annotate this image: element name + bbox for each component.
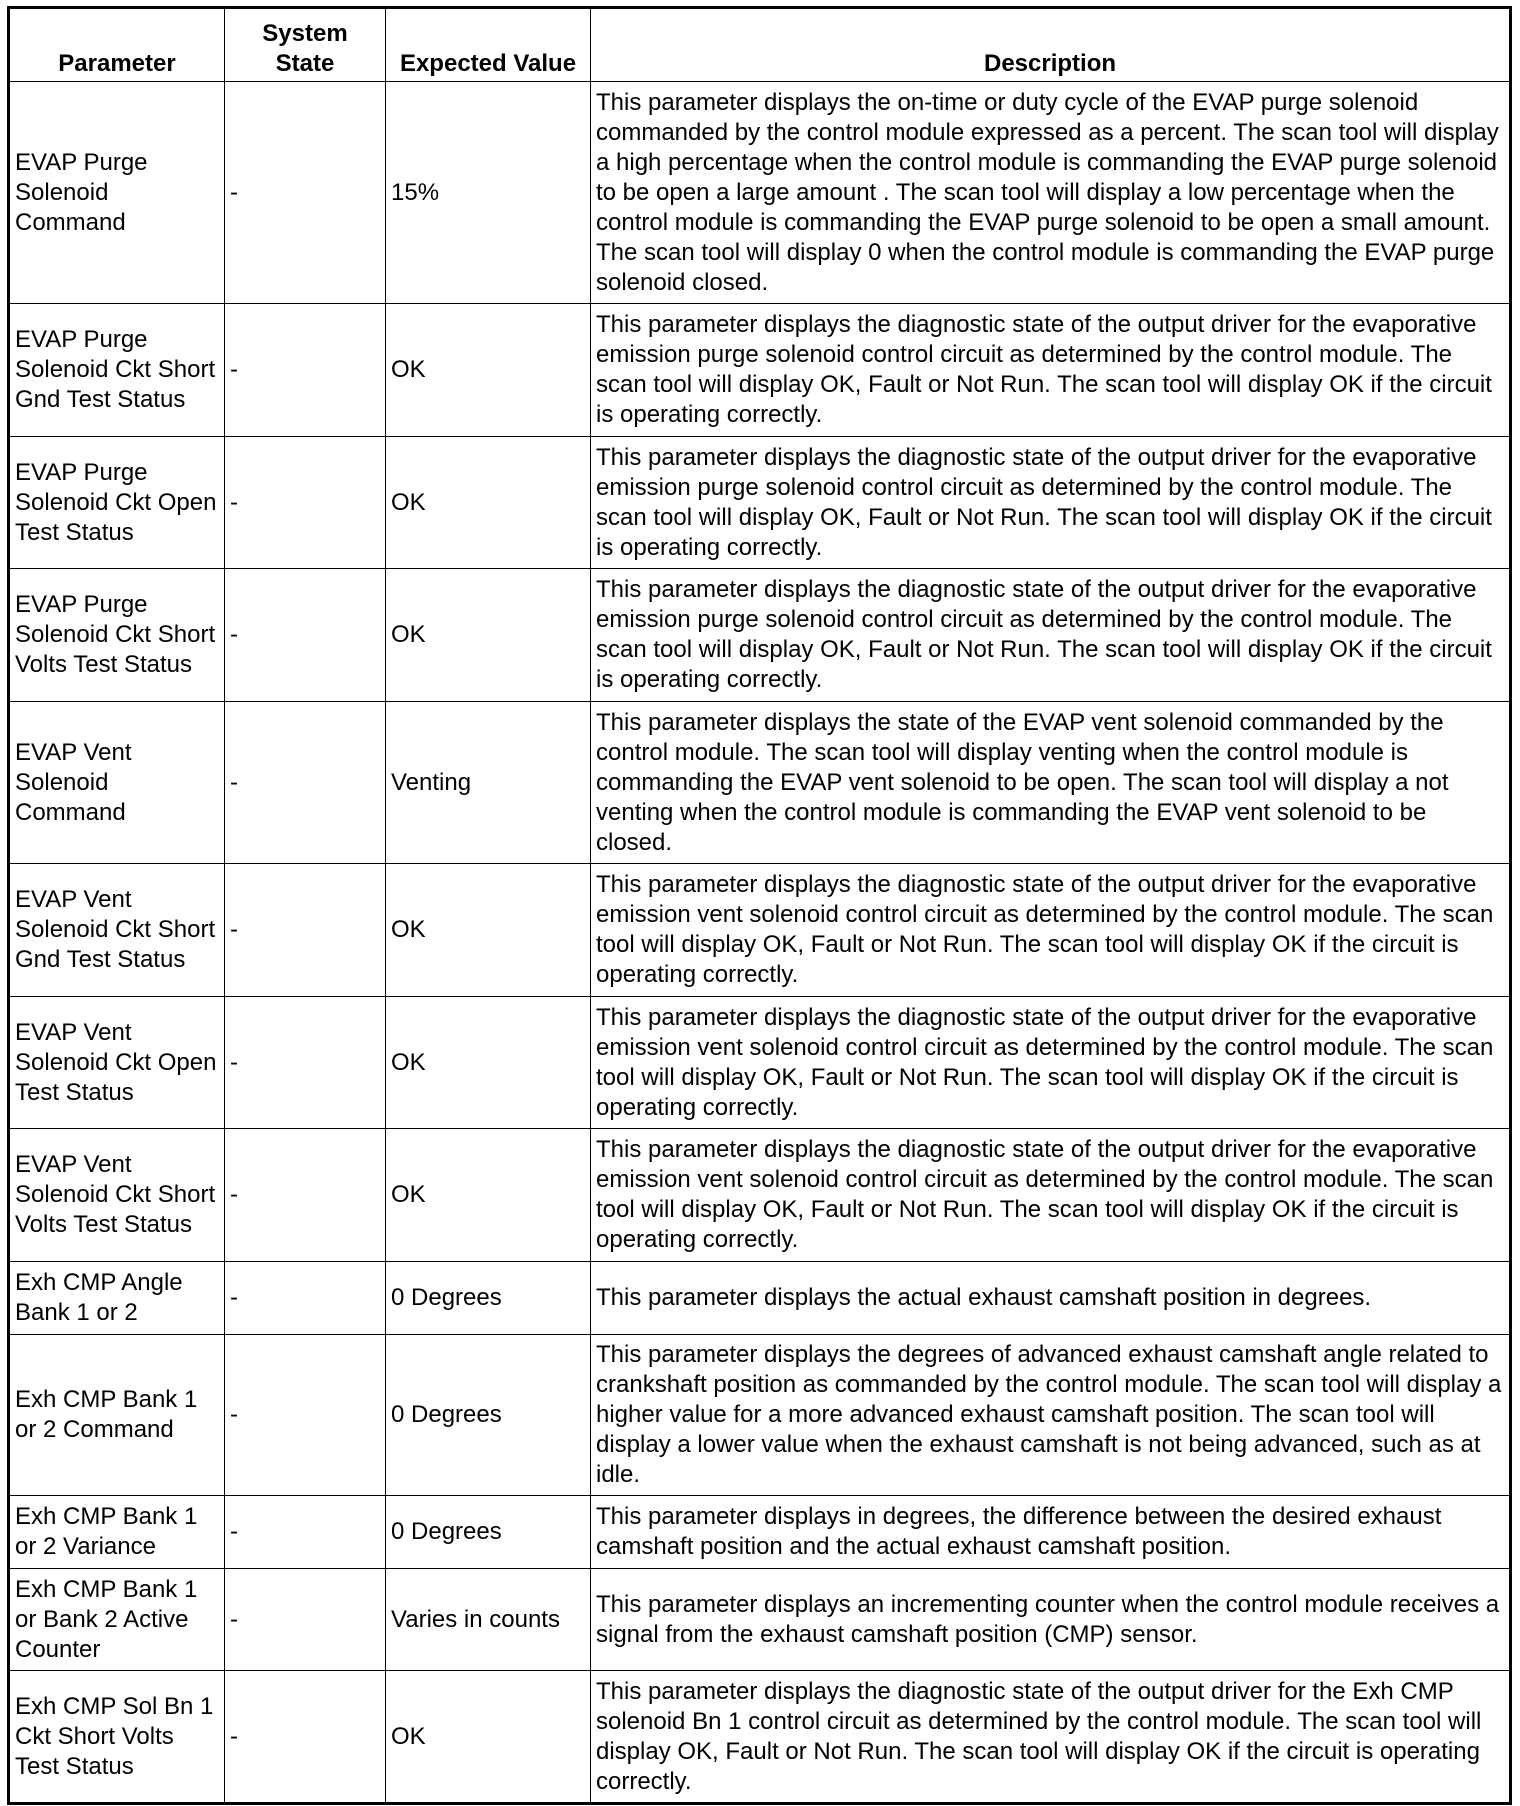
table-row <box>9 569 1511 702</box>
system-state-cell: - <box>225 1335 386 1496</box>
description-cell: This parameter displays the on-time or duty cycle of the EVAP purge solenoid commanded by the control module expressed as a percent. The scan tool will display a high percentage when the control module is commanding the EVAP purge solenoid to be open a large amount . The scan tool will display a low percentage when the control module is commanding the EVAP purge solenoid to be open a small amount. The scan tool will display 0 when the control module is commanding the EVAP purge solenoid closed. <box>591 82 1511 304</box>
table-row <box>9 702 1511 864</box>
parameter-cell: EVAP Vent Solenoid Ckt Open Test Status <box>9 997 225 1129</box>
description-cell: This parameter displays the actual exhaust camshaft position in degrees. <box>591 1262 1511 1335</box>
parameter-cell: Exh CMP Bank 1 or 2 Variance <box>9 1496 225 1569</box>
header-parameter: Parameter <box>9 8 225 82</box>
system-state-cell: - <box>225 437 386 569</box>
header-description: Description <box>591 8 1511 82</box>
system-state-cell: - <box>225 1671 386 1804</box>
parameter-cell: Exh CMP Bank 1 or Bank 2 Active Counter <box>9 1569 225 1671</box>
system-state-cell: - <box>225 569 386 702</box>
description-cell: This parameter displays in degrees, the difference between the desired exhaust camshaft position and the actual exhaust camshaft position. <box>591 1496 1511 1569</box>
header-row <box>9 8 1511 82</box>
expected-value-cell: Varies in counts <box>386 1569 591 1671</box>
table-row <box>9 304 1511 437</box>
parameter-cell: EVAP Vent Solenoid Command <box>9 702 225 864</box>
description-cell: This parameter displays the state of the EVAP vent solenoid commanded by the control module. The scan tool will display venting when the control module is commanding the EVAP vent solenoid to be open. The scan tool will display a not venting when the control module is commanding the EVAP vent solenoid to be closed. <box>591 702 1511 864</box>
parameter-cell: EVAP Purge Solenoid Command <box>9 82 225 304</box>
parameter-cell: EVAP Purge Solenoid Ckt Short Gnd Test Status <box>9 304 225 437</box>
expected-value-cell: 0 Degrees <box>386 1335 591 1496</box>
parameter-cell: EVAP Vent Solenoid Ckt Short Volts Test Status <box>9 1129 225 1262</box>
expected-value-cell: 0 Degrees <box>386 1262 591 1335</box>
expected-value-cell: Venting <box>386 702 591 864</box>
table-row <box>9 1335 1511 1496</box>
system-state-cell: - <box>225 1569 386 1671</box>
description-cell: This parameter displays the diagnostic state of the output driver for the evaporative emission purge solenoid control circuit as determined by the control module. The scan tool will display OK, Fault or Not Run. The scan tool will display OK if the circuit is operating correctly. <box>591 569 1511 702</box>
expected-value-cell: OK <box>386 1129 591 1262</box>
system-state-cell: - <box>225 1496 386 1569</box>
description-cell: This parameter displays the diagnostic state of the output driver for the evaporative emission vent solenoid control circuit as determined by the control module. The scan tool will display OK, Fault or Not Run. The scan tool will display OK if the circuit is operating correctly. <box>591 997 1511 1129</box>
parameter-cell: EVAP Purge Solenoid Ckt Short Volts Test Status <box>9 569 225 702</box>
description-cell: This parameter displays the diagnostic state of the output driver for the Exh CMP solenoid Bn 1 control circuit as determined by the control module. The scan tool will display OK, Fault or Not Run. The scan tool will display OK if the circuit is operating correctly. <box>591 1671 1511 1804</box>
table-row <box>9 82 1511 304</box>
parameter-cell: Exh CMP Angle Bank 1 or 2 <box>9 1262 225 1335</box>
description-cell: This parameter displays the diagnostic state of the output driver for the evaporative emission purge solenoid control circuit as determined by the control module. The scan tool will display OK, Fault or Not Run. The scan tool will display OK if the circuit is operating correctly. <box>591 437 1511 569</box>
description-cell: This parameter displays the diagnostic state of the output driver for the evaporative emission vent solenoid control circuit as determined by the control module. The scan tool will display OK, Fault or Not Run. The scan tool will display OK if the circuit is operating correctly. <box>591 864 1511 997</box>
expected-value-cell: OK <box>386 437 591 569</box>
header-expected-value: Expected Value <box>386 8 591 82</box>
expected-value-cell: OK <box>386 997 591 1129</box>
parameter-cell: Exh CMP Sol Bn 1 Ckt Short Volts Test Status <box>9 1671 225 1804</box>
parameter-cell: EVAP Vent Solenoid Ckt Short Gnd Test Status <box>9 864 225 997</box>
table-row <box>9 1496 1511 1569</box>
system-state-cell: - <box>225 702 386 864</box>
table-row <box>9 1569 1511 1671</box>
table-row <box>9 437 1511 569</box>
description-cell: This parameter displays an incrementing counter when the control module receives a signal from the exhaust camshaft position (CMP) sensor. <box>591 1569 1511 1671</box>
system-state-cell: - <box>225 864 386 997</box>
expected-value-cell: OK <box>386 304 591 437</box>
expected-value-cell: OK <box>386 1671 591 1804</box>
parameter-cell: Exh CMP Bank 1 or 2 Command <box>9 1335 225 1496</box>
parameter-cell: EVAP Purge Solenoid Ckt Open Test Status <box>9 437 225 569</box>
table-row <box>9 1262 1511 1335</box>
expected-value-cell: 0 Degrees <box>386 1496 591 1569</box>
system-state-cell: - <box>225 82 386 304</box>
description-cell: This parameter displays the diagnostic state of the output driver for the evaporative emission vent solenoid control circuit as determined by the control module. The scan tool will display OK, Fault or Not Run. The scan tool will display OK if the circuit is operating correctly. <box>591 1129 1511 1262</box>
description-cell: This parameter displays the diagnostic state of the output driver for the evaporative emission purge solenoid control circuit as determined by the control module. The scan tool will display OK, Fault or Not Run. The scan tool will display OK if the circuit is operating correctly. <box>591 304 1511 437</box>
system-state-cell: - <box>225 997 386 1129</box>
table-row <box>9 1671 1511 1804</box>
table-row <box>9 864 1511 997</box>
system-state-cell: - <box>225 1129 386 1262</box>
table-row <box>9 997 1511 1129</box>
expected-value-cell: 15% <box>386 82 591 304</box>
description-cell: This parameter displays the degrees of advanced exhaust camshaft angle related to crankshaft position as commanded by the control module. The scan tool will display a higher value for a more advanced exhaust camshaft position. The scan tool will display a lower value when the exhaust camshaft is not being advanced, such as at idle. <box>591 1335 1511 1496</box>
system-state-cell: - <box>225 1262 386 1335</box>
system-state-cell: - <box>225 304 386 437</box>
table-row <box>9 1129 1511 1262</box>
expected-value-cell: OK <box>386 569 591 702</box>
header-system-state: System State <box>225 8 386 82</box>
parameter-table <box>7 6 1512 1805</box>
expected-value-cell: OK <box>386 864 591 997</box>
